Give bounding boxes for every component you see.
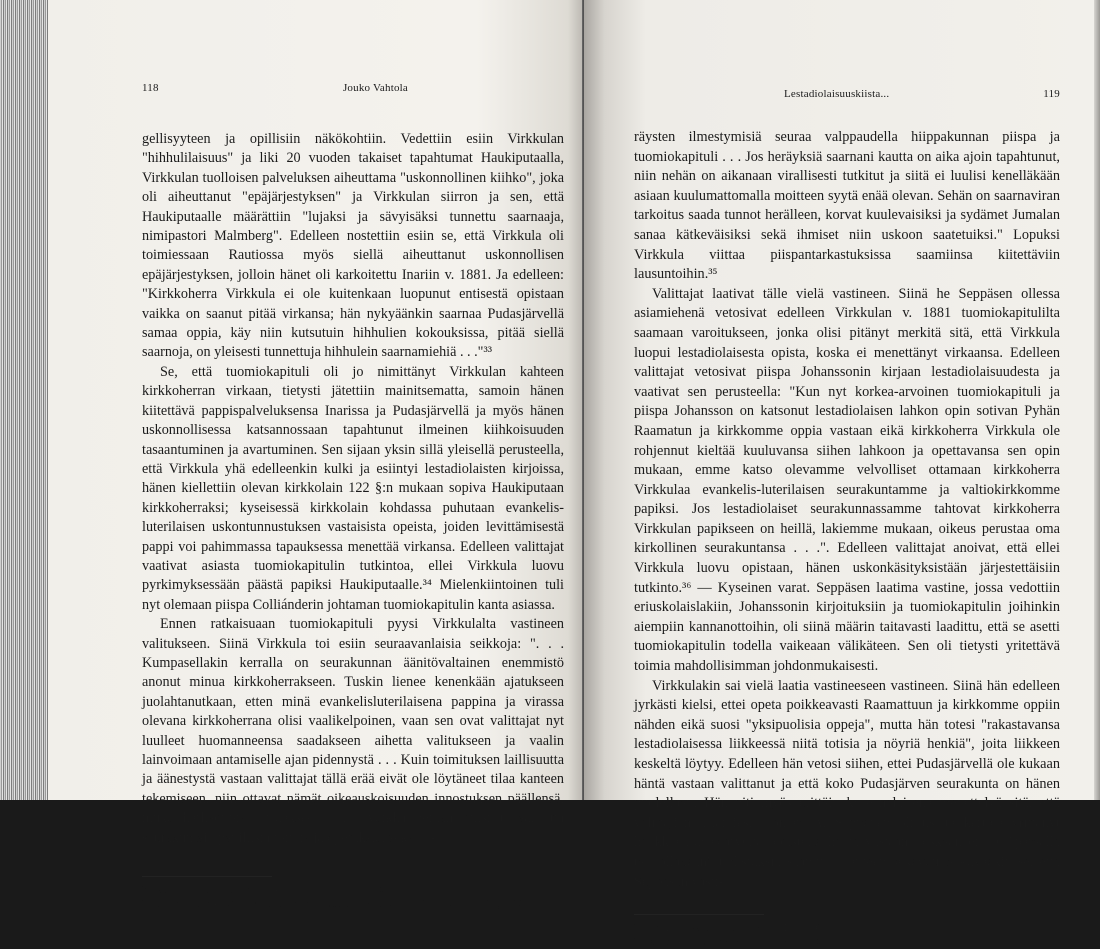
right-paragraph-2: Valittajat laativat tälle vielä vastineen. Siinä he Seppäsen ollessa asiamiehenä vetosivat edelleen Virkkulan v. 1881 tuomiokapitulilta saamaan varoitukseen, jonka olisi pitänyt merkitä sitä, että Virkkula luopui lestadiolaisesta opista, koska ei menettänyt virkaansa. Edelleen valittajat vetosivat piispa Johanssonin kirjaan lestadiolaisuudesta ja vaativat sen perusteella: "Kun nyt korkea-arvoinen tuomiokapituli ja piispa Johansson on katsonut lestadiolaisen lahkon opin sotivan Pyhän Raamatun ja kirkkomme oppia vastaan eikä kirkkoherra Virkkula ole rohjennut kieltää kuuluvansa siihen lahkoon ja opettavansa sen opin mukaan, emme katso olevamme velvolliset ottamaan kirkkoherra Virkkulaa evankelis-luterilaisen seurakuntamme ja valtiokirkkomme papiksi. Jos lestadiolaiset seurakunnassamme tahtovat kirkkoherra Virkkulan papikseen on heillä, lakiemme mukaan, oikeus perustaa oma kirkollinen seurakuntansa . . .". Edelleen valittajat anoivat, että ellei Virkkula luovu opistaan, hänen uskonkäsityksistään järjestettäisiin tutkinto.³⁶ — Kyseinen varat. Seppäsen laatima vastine, jossa vedottiin eriuskolaislakiin, Johanssonin kirjoituksiin ja tuomiokapitulin joihinkin aiempiin kannanottoihin, oli siinä määrin taitavasti laadittu, että se asetti tuomiokapitulin todella vaikeaan välikäteen. Sen oli tietysti yritettävä toimia mahdollisimman johdonmukaisesti. bbox=[634, 285, 1060, 675]
left-footnote-rule bbox=[142, 876, 272, 877]
left-page-number: 118 bbox=[142, 82, 159, 94]
right-footnotes bbox=[634, 921, 1060, 949]
left-paragraph-1: gellisyyteen ja opillisiin näkökohtiin. Vedettiin esiin Virkkulan "hihhulilaisuus" ja liki 20 vuoden takaiset tapahtumat Haukiputaalla, Virkkulan tuolloisen palveluksen aiheuttama "uskonnollinen kiihko", joka oli aiheuttanut "epäjärjestyksen" ja Virkkulan siirron ja sen, että Haukiputaalle määrättiin "lujaksi ja sävyisäksi tunnettu saarnaaja, nimipastori Malmberg". Edelleen nostettiin esiin se, että Virkkula oli toimiessaan Rautiossa myös siellä aiheuttanut uskonnollisen epäjärjestyksen, jolloin hänet oli karkoitettu Inariin v. 1881. Ja edelleen: "Kirkkoherra Virkkula ei ole kuitenkaan luopunut entisestä opistaan vaikka on saanut pitää virkansa; hän nykyäänkin saarnaa Pudasjärvellä samaa oppia, käy niin kutsutuin hihhulien kokouksissa, pitää siellä saarnoja, on yleisesti tunnettuja hihhulein saarnamiehiä . . ."³³ bbox=[142, 131, 564, 361]
right-page-header bbox=[634, 88, 1060, 106]
left-running-head: Jouko Vahtola bbox=[342, 82, 408, 94]
right-footnote-rule bbox=[634, 914, 764, 915]
footnote-36: ³⁶ Valittajien vastine 5. 5. 1897. HKA II Cg:1. bbox=[634, 936, 836, 949]
left-page-header bbox=[142, 82, 564, 100]
left-page bbox=[48, 0, 584, 911]
footnote-34: ³⁴ Ibidem; Suomen Suuriruhtinaanmaan Asetus-Kokous 30/1869 (Helsinki 1869), s. 32. bbox=[142, 898, 527, 911]
left-body-text bbox=[142, 130, 564, 848]
page-right-edge bbox=[1094, 0, 1100, 800]
right-page bbox=[584, 0, 1100, 949]
footnote-35: ³⁵ Virkkulan vastine 16. 3. 1897. HKA II Cg:1. bbox=[634, 922, 840, 935]
left-footnotes bbox=[142, 883, 564, 911]
right-running-head: Lestadiolaisuuskiista... bbox=[784, 88, 890, 100]
left-paragraph-2: Se, että tuomiokapituli oli jo nimittänyt Virkkulan kahteen kirkkoherran virkaan, tietysti jätettiin mainitsematta, samoin hänen kiitettävä pappispalveluksensa Inarissa ja Pudasjärvellä ja myös hänen uskonnollisessa katsannossaan tapahtunut ilmeinen kiihkoisuuden tasaantuminen ja avartuminen. Sen sijaan yksin sillä yleisellä perusteella, että Virkkula yhä edelleenkin kulki ja esiintyi lestadiolaisten kirjoissa, hänen kiellettiin olevan kirkkolain 122 §:n mukaan sopiva Haukiputaan kirkkoherraksi; kyseisessä kirkkolain kohdassa puhutaan evankelis-luterilaisen uskontunnustuksen vastaisista opeista, joiden levittämisestä pappi voi pahimmassa tapauksessa menettää virkansa. Edelleen valittajat vaativat asiasta tuomiokapitulin tutkintoa, ellei Virkkula luovu pyrkimyksessään päästä papiksi Haukiputaalle.³⁴ Mielenkiintoinen tuli nyt olemaan piispa Colliánderin johtaman tuomiokapitulin kanta asiassa. bbox=[142, 363, 564, 613]
right-paragraph-3: Virkkulakin sai vielä laatia vastineeseen vastineen. Siinä hän edelleen jyrkästi kielsi, ettei opeta poikkeavasti Raamattuun ja kirkkomme oppiin nähden eikä suosi "yksipuolisia oppeja", mutta hän totesi "rakastavansa lestadiolaisessa liikkeessä niitä totisia ja nöyriä henkiä", joita liikkeen keskeltä löytyy. Edelleen hän vetosi siihen, ettei Pudasjärvellä ole kukaan häntä vastaan valittanut ja että koko Pudasjärven seurakunta on hänen puolellaan. Hän piti myös erittäin kyseenalaisena menettelyä sitä, että valittajien asiamies, tuomari A. Seppänen oli useita kertoja yrittänyt hankkia Pudasjärveltä todisteita häntä vastaan, joskaan ei ole "paraalla tahdollakaan" todistuksia saanut. Tilanteen sekavuutta kuvaakin se, että Seppäsen vasti- bbox=[634, 677, 1060, 890]
right-page-number: 119 bbox=[1043, 88, 1060, 100]
right-body-text bbox=[634, 128, 1060, 892]
left-paragraph-3: Ennen ratkaisuaan tuomiokapituli pyysi Virkkulalta vastineen valitukseen. Siinä Virkkula toi esiin seuraavanlaisia seikkoja: ". . . Kumpasellakin kerralla on seurakunnan äänitövaltainen enemmistö anonut minua kirkkoherrakseen. Tuskin lienee kenenkään ajatukseen juolahtanutkaan, etten minä evankelisluterilaisena pappina ja virassa olevana kirkkoherrana olisi vaalikelpoinen, vaan sen ovat valittajat nyt luulleet huomanneensa saadakseen aihetta valitukseen ja vaalin lainvoimaan antamiselle ajan pidennystä . . . Kuin toimituksen laillisuutta ja äänestystä vastaan valittajat tällä erää eivät ole löytäneet tilaa kanteen tekemiseen, niin ottavat nämät oikeauskoisuuden innostuksen päällensä, muka harhaoppia torjuakseen . . . vaikka heidän tulisi tietää, että seurakuntain papillisia toimia ja opetuksia, sekä he- bbox=[142, 616, 564, 846]
footnote-33: ³³ Valituskirje tuomiokapitulille 20. 1. 1897. HKA II Cg:1. bbox=[142, 884, 399, 897]
right-paragraph-1: räysten ilmestymisiä seuraa valppaudella hiippakunnan piispa ja tuomiokapituli . . . Jos heräyksiä saarnani kautta on aika ajoin tapahtunut, niin nehän on aikanaan virallisesti tutkitut ja siitä ei luulisi kenelläkään asiaan kuulumattomalla moitteen syytä enää olevan. Sehän on saarnaviran tarkoitus saada tunnot herälleen, korvat kuulevaisiksi ja sydämet Jumalan sanaa kätkeväisiksi sekä ihmiset niin uskoon saatetuiksi." Lopuksi Virkkula viittaa piispantarkastuksissa saamiinsa kiitettäviin lausuntoihin.³⁵ bbox=[634, 129, 1060, 283]
page-stack-edge bbox=[0, 0, 48, 800]
